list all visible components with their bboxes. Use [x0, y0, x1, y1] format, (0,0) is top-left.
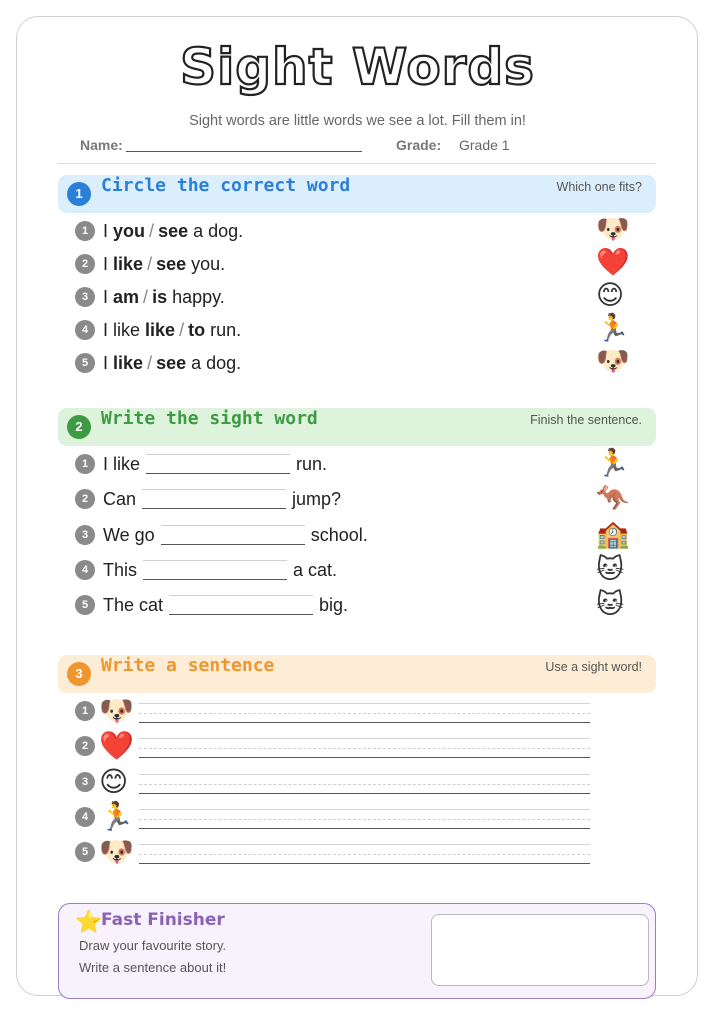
section-3-header [58, 655, 656, 693]
section-hint: Finish the sentence. [530, 413, 642, 427]
section-1-header [58, 175, 656, 213]
word-option[interactable]: see [156, 353, 187, 373]
sentence-start: I [103, 254, 109, 274]
sentence-end: happy. [172, 287, 225, 307]
drawing-box[interactable] [431, 914, 649, 986]
cat-icon: 🐱 [596, 589, 625, 620]
word-option[interactable]: you [113, 221, 146, 241]
question-sentence [103, 452, 327, 476]
section-hint: Which one fits? [556, 180, 642, 194]
question-number: 2 [75, 254, 95, 274]
runner-icon: 🏃 [596, 313, 630, 344]
name-label: Name: [80, 137, 123, 153]
question-sentence [103, 487, 341, 511]
sentence-end: run. [210, 320, 242, 340]
sentence-start: Can [103, 489, 137, 509]
section-title: Write a sentence [101, 655, 275, 676]
question-number: 4 [75, 320, 95, 340]
smiley-icon: 😊 [99, 765, 129, 798]
question-number: 5 [75, 595, 95, 615]
grade-label: Grade: [396, 137, 442, 153]
word-option[interactable]: is [152, 287, 168, 307]
section-number: 1 [67, 182, 91, 206]
question-number: 5 [75, 353, 95, 373]
smiley-icon: 😊 [596, 280, 625, 311]
dog-icon: 🐶 [596, 214, 630, 245]
dog-icon: 🐶 [596, 346, 630, 377]
question-sentence [103, 219, 243, 243]
answer-blank[interactable] [142, 489, 286, 509]
question-sentence [103, 523, 368, 547]
sentence-end: big. [319, 595, 349, 615]
question-number: 3 [75, 772, 95, 792]
section-2-header [58, 408, 656, 446]
question-number: 3 [75, 525, 95, 545]
option-separator: / [147, 353, 153, 373]
sentence-end: a cat. [293, 560, 338, 580]
question-sentence [103, 351, 241, 375]
question-number: 1 [75, 454, 95, 474]
dog-icon: 🐶 [99, 694, 134, 727]
question-sentence [103, 593, 348, 617]
writing-line[interactable] [139, 844, 590, 864]
word-option[interactable]: like [145, 320, 176, 340]
heart-icon: ❤️ [596, 247, 630, 278]
answer-blank[interactable] [146, 454, 290, 474]
sentence-end: a dog. [193, 221, 244, 241]
sentence-start: I [103, 353, 109, 373]
answer-blank[interactable] [169, 595, 313, 615]
word-option[interactable]: to [188, 320, 206, 340]
sentence-end: you. [191, 254, 226, 274]
section-number: 2 [67, 415, 91, 439]
option-separator: / [147, 254, 153, 274]
section-hint: Use a sight word! [545, 660, 642, 674]
section-title: Write the sight word [101, 408, 318, 429]
answer-blank[interactable] [161, 525, 305, 545]
page-title: Sight Words [180, 38, 535, 96]
sentence-start: The cat [103, 595, 164, 615]
writing-line[interactable] [139, 774, 590, 794]
runner-icon: 🏃 [99, 800, 134, 833]
section-title: Circle the correct word [101, 175, 351, 196]
divider [58, 163, 656, 164]
sentence-end: a dog. [191, 353, 242, 373]
sentence-end: run. [296, 454, 328, 474]
name-field[interactable] [126, 151, 362, 152]
runner-icon: 🏃 [596, 448, 630, 479]
word-option[interactable]: like [113, 353, 144, 373]
question-sentence [103, 285, 225, 309]
question-number: 2 [75, 489, 95, 509]
heart-icon: ❤️ [99, 729, 134, 762]
sentence-start: I [103, 221, 109, 241]
writing-line[interactable] [139, 738, 590, 758]
sentence-end: school. [310, 525, 368, 545]
question-sentence [103, 252, 225, 276]
question-sentence [103, 318, 241, 342]
finisher-title: Fast Finisher [101, 910, 225, 930]
writing-line[interactable] [139, 703, 590, 723]
word-option[interactable]: see [156, 254, 187, 274]
finisher-instruction: Write a sentence about it! [79, 960, 227, 975]
sentence-start: This [103, 560, 138, 580]
question-sentence [103, 558, 337, 582]
question-number: 4 [75, 560, 95, 580]
option-separator: / [179, 320, 185, 340]
school-icon: 🏫 [596, 519, 630, 550]
sentence-end: jump? [292, 489, 342, 509]
writing-line[interactable] [139, 809, 590, 829]
question-number: 1 [75, 221, 95, 241]
question-number: 2 [75, 736, 95, 756]
subtitle: Sight words are little words we see a lot. Fill them in! [189, 113, 526, 129]
grade-value: Grade 1 [459, 137, 510, 153]
sentence-start: I like [103, 320, 141, 340]
sentence-start: I [103, 287, 109, 307]
option-separator: / [149, 221, 155, 241]
dog-icon: 🐶 [99, 835, 134, 868]
question-number: 1 [75, 701, 95, 721]
answer-blank[interactable] [143, 560, 287, 580]
sentence-start: We go [103, 525, 155, 545]
star-icon: ⭐ [75, 910, 103, 935]
question-number: 3 [75, 287, 95, 307]
fast-finisher-box [58, 903, 656, 999]
option-separator: / [143, 287, 149, 307]
question-number: 4 [75, 807, 95, 827]
section-number: 3 [67, 662, 91, 686]
sentence-start: I like [103, 454, 141, 474]
question-number: 5 [75, 842, 95, 862]
word-option[interactable]: am [113, 287, 140, 307]
cat-icon: 🐱 [596, 554, 625, 585]
word-option[interactable]: see [158, 221, 189, 241]
word-option[interactable]: like [113, 254, 144, 274]
kangaroo-icon: 🦘 [596, 483, 630, 514]
finisher-instruction: Draw your favourite story. [79, 938, 227, 953]
